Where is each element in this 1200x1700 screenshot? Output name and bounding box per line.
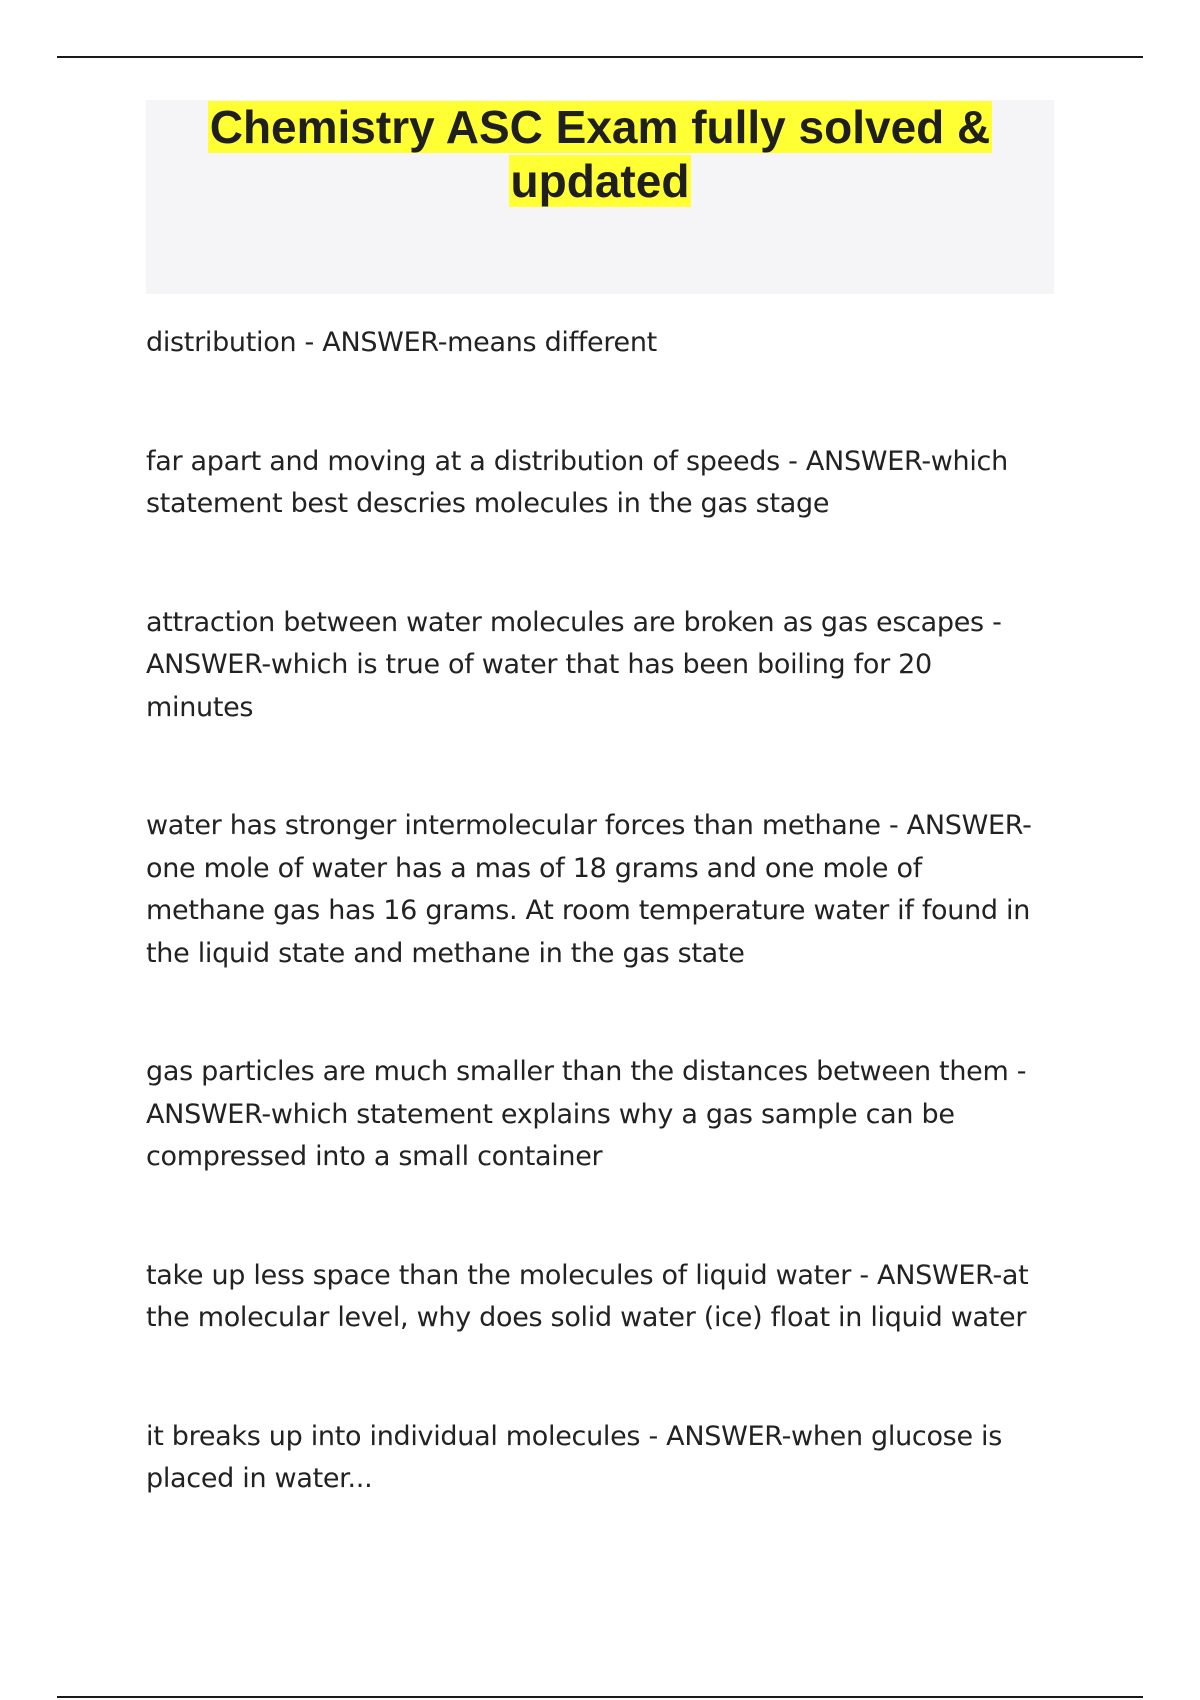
qa-entry: distribution - ANSWER-means different: [146, 327, 657, 358]
top-divider: [57, 56, 1143, 58]
page-title: Chemistry ASC Exam fully solved & updated: [209, 101, 991, 207]
qa-entry: it breaks up into individual molecules - ANSWER-when glucose is placed in water...: [146, 1420, 1003, 1494]
qa-entry: gas particles are much smaller than the distances between them - ANSWER-which statement explains why a gas sample can be compressed into a small container: [146, 1056, 1027, 1172]
qa-entry: water has stronger intermolecular forces than methane - ANSWER-one mole of water has a mas of 18 grams and one mole of methane gas has 16 grams. At room temperature water if found in the liquid state and methane in the gas state: [146, 810, 1032, 969]
qa-entry: attraction between water molecules are broken as gas escapes - ANSWER-which is true of water that has been boiling for 20 minutes: [146, 606, 1002, 723]
title-banner: [146, 100, 1054, 294]
qa-entry: far apart and moving at a distribution of speeds - ANSWER-which statement best descries molecules in the gas stage: [146, 445, 1008, 519]
qa-list: [146, 322, 1046, 1577]
bottom-divider: [57, 1696, 1143, 1698]
qa-entry: take up less space than the molecules of liquid water - ANSWER-at the molecular level, why does solid water (ice) float in liquid water: [146, 1259, 1029, 1333]
